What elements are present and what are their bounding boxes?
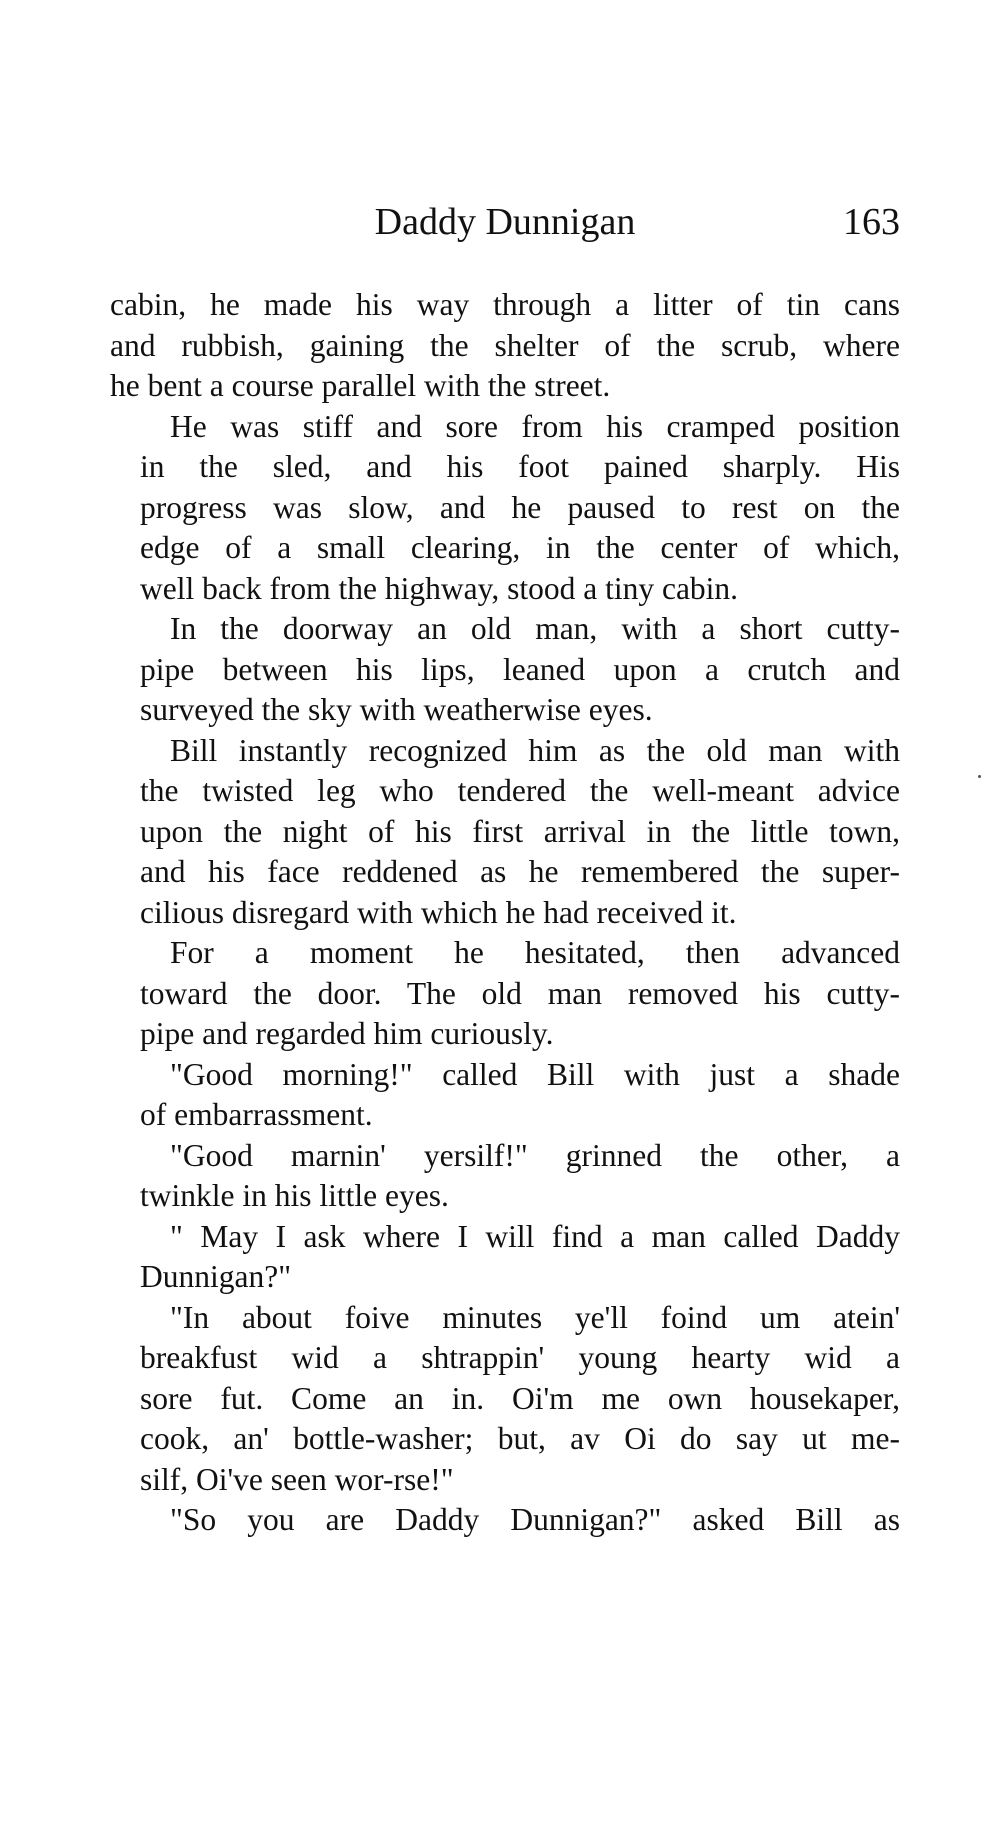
text-line: and rubbish, gaining the shelter of the scrub, where	[110, 327, 900, 363]
text-line: progress was slow, and he paused to rest on the	[140, 489, 900, 525]
text-line: well back from the highway, stood a tiny cabin.	[140, 570, 739, 606]
text-line: "In about foive minutes ye'll foind um atein'	[170, 1299, 900, 1335]
text-line: surveyed the sky with weatherwise eyes.	[140, 692, 653, 727]
text-line: silf, Oi've seen wor-rse!"	[140, 1461, 454, 1497]
text-line: the twisted leg who tendered the well-meant advice	[140, 773, 900, 808]
paragraph	[110, 407, 900, 610]
paragraph	[110, 1136, 900, 1217]
text-line: breakfust wid a shtrappin' young hearty wid a	[140, 1340, 900, 1375]
body-text	[110, 285, 900, 1541]
text-line: of embarrassment.	[140, 1097, 373, 1132]
text-line: twinkle in his little eyes.	[140, 1178, 449, 1213]
text-line: and his face reddened as he remembered the super-	[140, 854, 900, 889]
text-line: edge of a small clearing, in the center of which,	[140, 530, 900, 565]
text-line: " May I ask where I will find a man called Daddy	[170, 1218, 900, 1254]
text-line: in the sled, and his foot pained sharply. His	[140, 449, 900, 484]
paragraph	[110, 285, 900, 407]
text-line: Dunnigan?"	[140, 1259, 292, 1294]
text-line: cook, an' bottle-washer; but, av Oi do say ut me-	[140, 1421, 900, 1456]
text-line: pipe and regarded him curiously.	[140, 1016, 554, 1051]
text-line: "Good morning!" called Bill with just a shade	[170, 1056, 900, 1092]
print-speck	[978, 775, 981, 778]
text-line: sore fut. Come an in. Oi'm me own housekaper,	[140, 1380, 900, 1416]
text-line: cabin, he made his way through a litter of tin cans	[110, 287, 900, 322]
paragraph	[110, 609, 900, 731]
paragraph	[110, 731, 900, 934]
paragraph	[110, 1217, 900, 1298]
paragraph	[110, 1500, 900, 1541]
text-line: In the doorway an old man, with a short cutty-	[170, 611, 900, 646]
text-line: toward the door. The old man removed his cutty-	[140, 975, 900, 1011]
running-title: Daddy Dunnigan	[374, 201, 636, 243]
running-header	[110, 192, 900, 252]
text-line: "Good marnin' yersilf!" grinned the other, a	[170, 1137, 900, 1173]
text-line: For a moment he hesitated, then advanced	[170, 935, 900, 970]
paragraph	[110, 1055, 900, 1136]
text-line: upon the night of his first arrival in the little town,	[140, 813, 900, 849]
text-line: pipe between his lips, leaned upon a crutch and	[140, 651, 900, 687]
text-line: Bill instantly recognized him as the old man with	[170, 732, 900, 768]
page-number: 163	[843, 201, 900, 243]
text-line: he bent a course parallel with the street.	[110, 368, 611, 403]
paragraph	[110, 1298, 900, 1501]
text-line: He was stiff and sore from his cramped position	[170, 408, 900, 444]
text-line: "So you are Daddy Dunnigan?" asked Bill as	[170, 1502, 900, 1537]
text-line: cilious disregard with which he had received it.	[140, 894, 737, 930]
paragraph	[110, 933, 900, 1055]
